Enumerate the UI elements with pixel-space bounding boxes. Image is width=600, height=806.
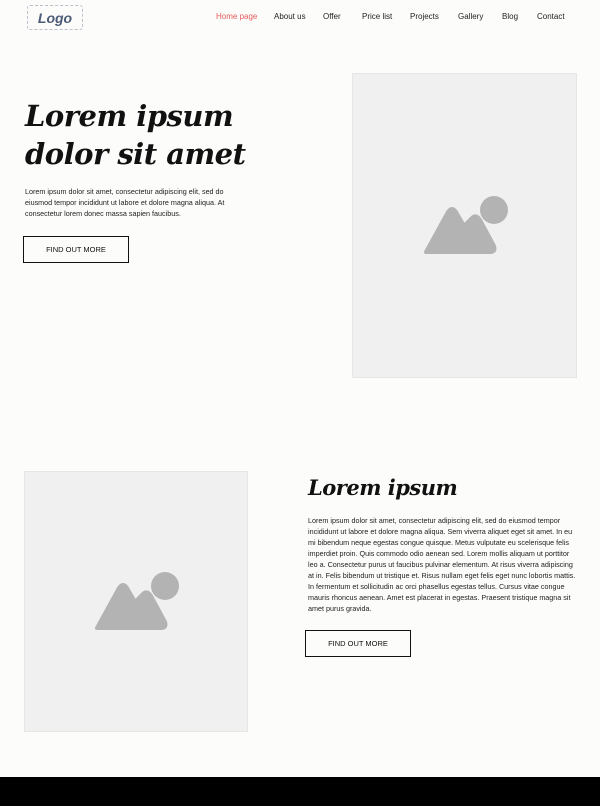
feature-text: Lorem ipsum dolor sit amet, consectetur adipiscing elit, sed do eiusmod tempor incididunt ut labore et dolore magna aliqua. Sem viverra aliquet eget sit amet. In eu mi bibendum neque egestas congue quisque. Metus vulputate eu scelerisque felis imperdiet proin. Quis commodo odio aenean sed. Lorem mollis aliquam ut porttitor leo a. Consectetur purus ut faucibus pulvinar elementum. At risus viverra adipiscing at in. Felis bibendum ut tristique et. Risus nullam eget felis eget nunc lobortis mattis. In fermentum et sollicitudin ac orci phasellus egestas tellus. Cursus vitae congue mauris rhoncus aenean. Amet est placerat in egestas. Praesent tristique magna sit amet purus gravida. bbox=[308, 516, 576, 613]
nav-price-list[interactable]: Price list bbox=[362, 12, 393, 21]
hero-title: Lorem ipsum dolor sit amet bbox=[25, 99, 246, 171]
nav-offer[interactable]: Offer bbox=[323, 12, 341, 21]
nav-contact[interactable]: Contact bbox=[537, 12, 565, 21]
nav-blog[interactable]: Blog bbox=[502, 12, 519, 21]
feature-image bbox=[24, 471, 248, 732]
image-placeholder-icon bbox=[91, 570, 181, 634]
nav-about[interactable]: About us bbox=[274, 12, 306, 21]
logo[interactable]: Logo bbox=[27, 5, 83, 30]
hero-find-out-more-button[interactable]: FIND OUT MORE bbox=[23, 236, 129, 263]
footer bbox=[0, 777, 600, 806]
hero-image bbox=[352, 73, 577, 378]
feature-title: Lorem ipsum bbox=[308, 475, 458, 500]
nav-projects[interactable]: Projects bbox=[410, 12, 439, 21]
nav-gallery[interactable]: Gallery bbox=[458, 12, 484, 21]
feature-find-out-more-button[interactable]: FIND OUT MORE bbox=[305, 630, 411, 657]
nav-home[interactable]: Home page bbox=[216, 12, 258, 21]
main-nav bbox=[0, 12, 600, 26]
image-placeholder-icon bbox=[420, 194, 510, 258]
hero-text: Lorem ipsum dolor sit amet, consectetur adipiscing elit, sed do eiusmod tempor incididunt ut labore et dolore magna aliqua. At consectetur lorem donec massa sapien faucibus. bbox=[25, 187, 225, 218]
